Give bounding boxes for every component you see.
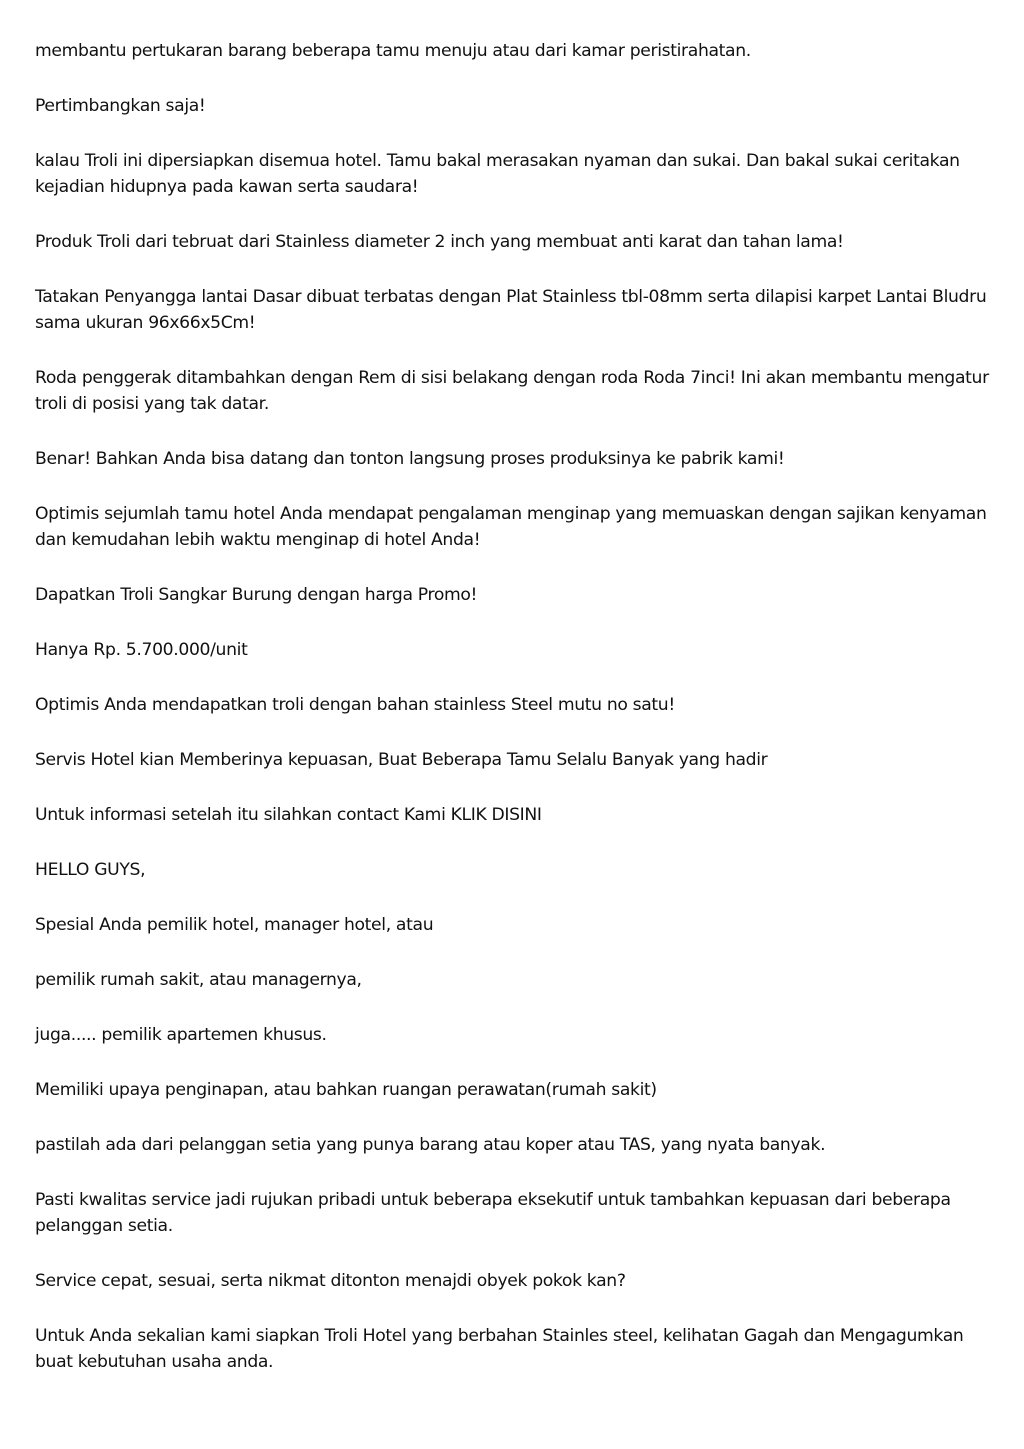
paragraph: Servis Hotel kian Memberinya kepuasan, Buat Beberapa Tamu Selalu Banyak yang hadir [35,750,768,770]
document-body [35,38,990,1404]
paragraph: kalau Troli ini dipersiapkan disemua hotel. Tamu bakal merasakan nyaman dan sukai. Dan bakal sukai ceritakan kejadian hidupnya pada kawan serta saudara! [35,151,960,197]
paragraph: Optimis Anda mendapatkan troli dengan bahan stainless Steel mutu no satu! [35,695,675,715]
paragraph: Optimis sejumlah tamu hotel Anda mendapat pengalaman menginap yang memuaskan dengan sajikan kenyaman dan kemudahan lebih waktu menginap di hotel Anda! [35,504,987,550]
paragraph: Tatakan Penyangga lantai Dasar dibuat terbatas dengan Plat Stainless tbl-08mm serta dilapisi karpet Lantai Bludru sama ukuran 96x66x5Cm! [35,287,987,333]
paragraph: Dapatkan Troli Sangkar Burung dengan harga Promo! [35,585,478,605]
price-paragraph: Hanya Rp. 5.700.000/unit [35,640,248,660]
paragraph: Roda penggerak ditambahkan dengan Rem di sisi belakang dengan roda Roda 7inci! Ini akan membantu mengatur troli di posisi yang tak datar. [35,368,989,414]
paragraph: membantu pertukaran barang beberapa tamu menuju atau dari kamar peristirahatan. [35,41,751,61]
contact-paragraph: Untuk informasi setelah itu silahkan contact Kami KLIK DISINI [35,805,542,825]
paragraph: Benar! Bahkan Anda bisa datang dan tonton langsung proses produksinya ke pabrik kami! [35,449,785,469]
paragraph: Pasti kwalitas service jadi rujukan pribadi untuk beberapa eksekutif untuk tambahkan kepuasan dari beberapa pelanggan setia. [35,1190,951,1236]
paragraph: pemilik rumah sakit, atau managernya, [35,970,362,990]
paragraph: HELLO GUYS, [35,860,146,880]
paragraph: Pertimbangkan saja! [35,96,206,116]
paragraph: Untuk Anda sekalian kami siapkan Troli Hotel yang berbahan Stainles steel, kelihatan Gagah dan Mengagumkan buat kebutuhan usaha anda. [35,1326,964,1372]
paragraph: juga..... pemilik apartemen khusus. [35,1025,327,1045]
paragraph: Spesial Anda pemilik hotel, manager hotel, atau [35,915,434,935]
paragraph: Produk Troli dari tebruat dari Stainless diameter 2 inch yang membuat anti karat dan tahan lama! [35,232,844,252]
paragraph: pastilah ada dari pelanggan setia yang punya barang atau koper atau TAS, yang nyata banyak. [35,1135,826,1155]
paragraph: Service cepat, sesuai, serta nikmat ditonton menajdi obyek pokok kan? [35,1271,626,1291]
paragraph: Memiliki upaya penginapan, atau bahkan ruangan perawatan(rumah sakit) [35,1080,657,1100]
